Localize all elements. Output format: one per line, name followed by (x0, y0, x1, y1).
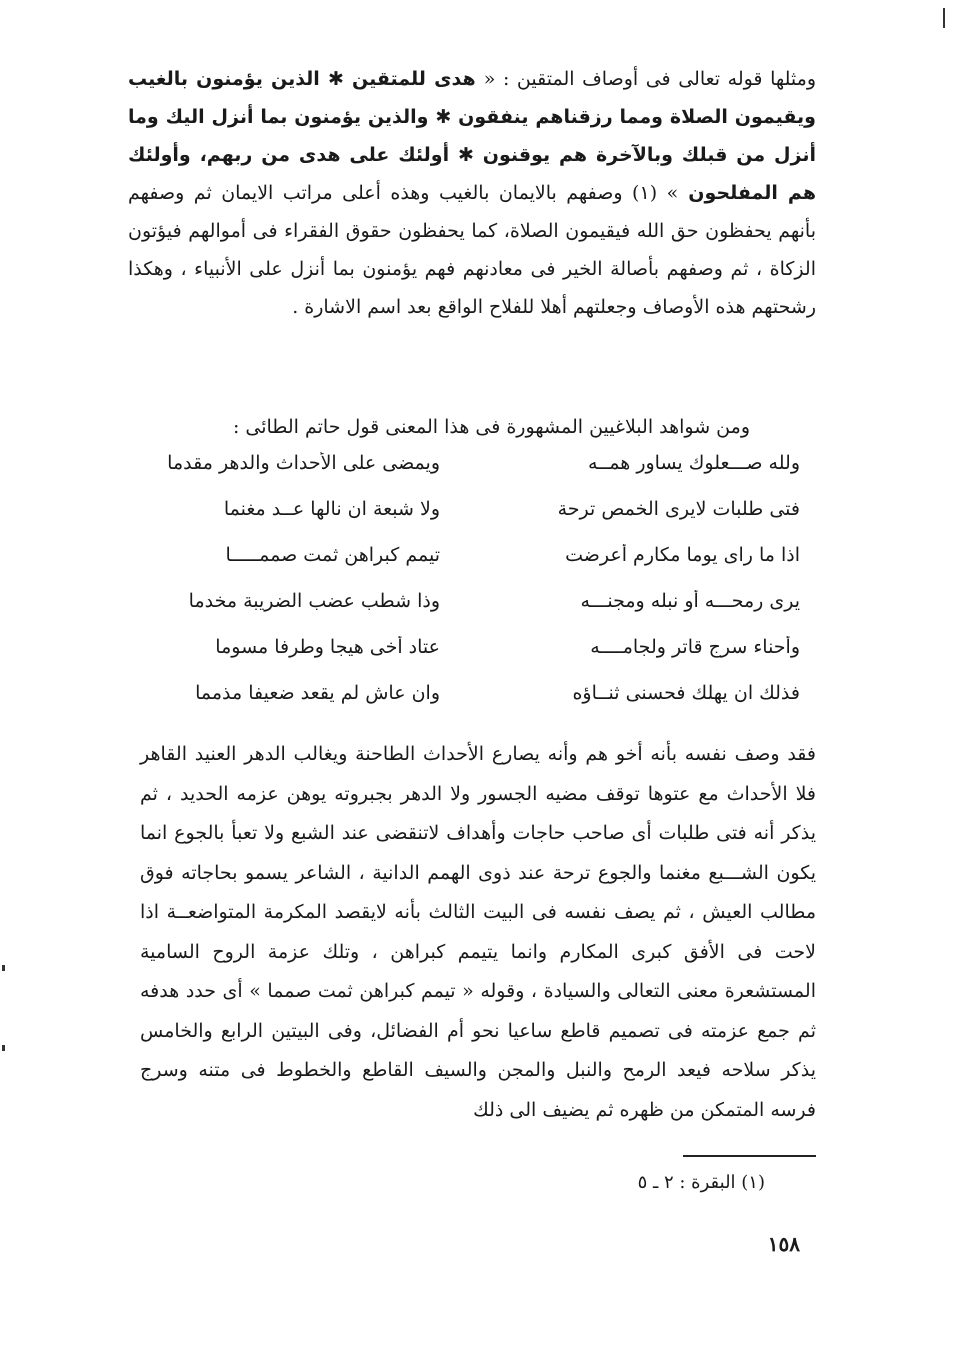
poem-verse (140, 624, 800, 670)
opening-paragraph (128, 60, 816, 326)
verse-second-hemistich: ويمضى على الأحداث والدهر مقدما (167, 452, 440, 474)
verse-first-hemistich: اذا ما راى يوما مكارم أعرضت (565, 544, 800, 566)
poem-verse (140, 486, 800, 532)
verse-first-hemistich: فذلك ان يهلك فحسنى ثنــاؤه (572, 682, 800, 704)
opening-paragraph-commentary: » (١) وصفهم بالايمان بالغيب وهذه أعلى مراتب الايمان ثم وصفهم بأنهم يحفظون حق الله فيقيمون الصلاة، كما يحفظون حقوق الفقراء فى أموالهم فيؤتون الزكاة ، ثم وصفهم بأصالة الخير فى معادنهم فهم يؤمنون بما أنزل على الأنبياء ، وهكذا رشحتهم هذه الأوصاف وجعلتهم أهلا للفلاح الواقع بعد اسم الاشارة . (128, 182, 816, 318)
poem-verse (140, 440, 800, 486)
poem-introduction: ومن شواهد البلاغيين المشهورة فى هذا المعنى قول حاتم الطائى : (232, 416, 750, 438)
commentary-paragraph: فقد وصف نفسه بأنه أخو هم وأنه يصارع الأحداث الطاحنة ويغالب الدهر العنيد القاهر فلا الأحداث مع عتوها توقف مضيه الجسور ولا الدهر بجبروته يوهن عزمه الحديد ، ثم يذكر أنه فتى طلبات أى صاحب حاجات وأهداف لاتنقضى عند الشبع ولا تعبأ بالجوع انما يكون الشـــبع مغنما والجوع ترحة عند ذوى الهمم الدانية ، الشاعر يسمو بحاجاته فوق مطالب العيش ، ثم يصف نفسه فى البيت الثالث بأنه لايقصد المكرمة المتواضعــة اذا لاحت فى الأفق كبرى المكارم وانما يتيمم كبراهن ، وتلك عزمة الروح السامية المستشعرة معنى التعالى والسيادة ، وقوله « تيمم كبراهن ثمت صمما » أى حدد هدفه ثم جمع عزمته فى تصميم قاطع ساعيا نحو أم الفضائل، وفى البيتين الرابع والخامس يذكر سلاحه فيعد الرمح والنبل والمجن والسيف القاطع والخطوط فى متنه وسرج فرسه المتمكن من ظهره ثم يضيف الى ذلك (140, 743, 816, 1121)
opening-paragraph-intro: ومثلها قوله تعالى فى أوصاف المتقين : « (483, 68, 816, 90)
scan-edge-mark (2, 965, 5, 971)
poem-verse (140, 532, 800, 578)
quran-quotation: هدى للمتقين ✱ الذين يؤمنون بالغيب ويقيمون الصلاة ومما رزقناهم ينفقون ✱ والذين يؤمنون بما أنزل اليك وما أنزل من قبلك وبالآخرة هم يوقنون ✱ أولئك على هدى من ربهم، وأولئك هم المفلحون (128, 68, 817, 204)
verse-first-hemistich: يرى رمحـــه أو نبله ومجنـــه (580, 590, 800, 612)
verse-second-hemistich: وذا شطب عضب الضريبة مخدما (188, 590, 440, 612)
scan-edge-mark (943, 8, 945, 28)
poem-verse (140, 670, 800, 716)
verse-first-hemistich: فتى طلبات لايرى الخمص ترحة (557, 498, 800, 520)
footnote: (١) البقرة : ٢ ـ ٥ (637, 1172, 765, 1193)
verse-second-hemistich: تيمم كبراهن ثمت صممـــــا (225, 544, 440, 566)
verse-first-hemistich: ولله صـــعلوك يساور همــه (587, 452, 800, 474)
poem (140, 440, 800, 716)
verse-second-hemistich: وان عاش لم يقعد ضعيفا مذمما (195, 682, 440, 704)
scan-edge-mark (2, 1045, 5, 1051)
verse-second-hemistich: ولا شبعة ان نالها عــد مغنما (223, 498, 440, 520)
verse-second-hemistich: عتاد أخى هيجا وطرفا مسوما (215, 636, 440, 658)
verse-first-hemistich: وأحناء سرج قاتر ولجامــــه (590, 636, 800, 658)
poem-verse (140, 578, 800, 624)
footnote-divider (683, 1155, 816, 1157)
page-number: ١٥٨ (767, 1232, 800, 1256)
